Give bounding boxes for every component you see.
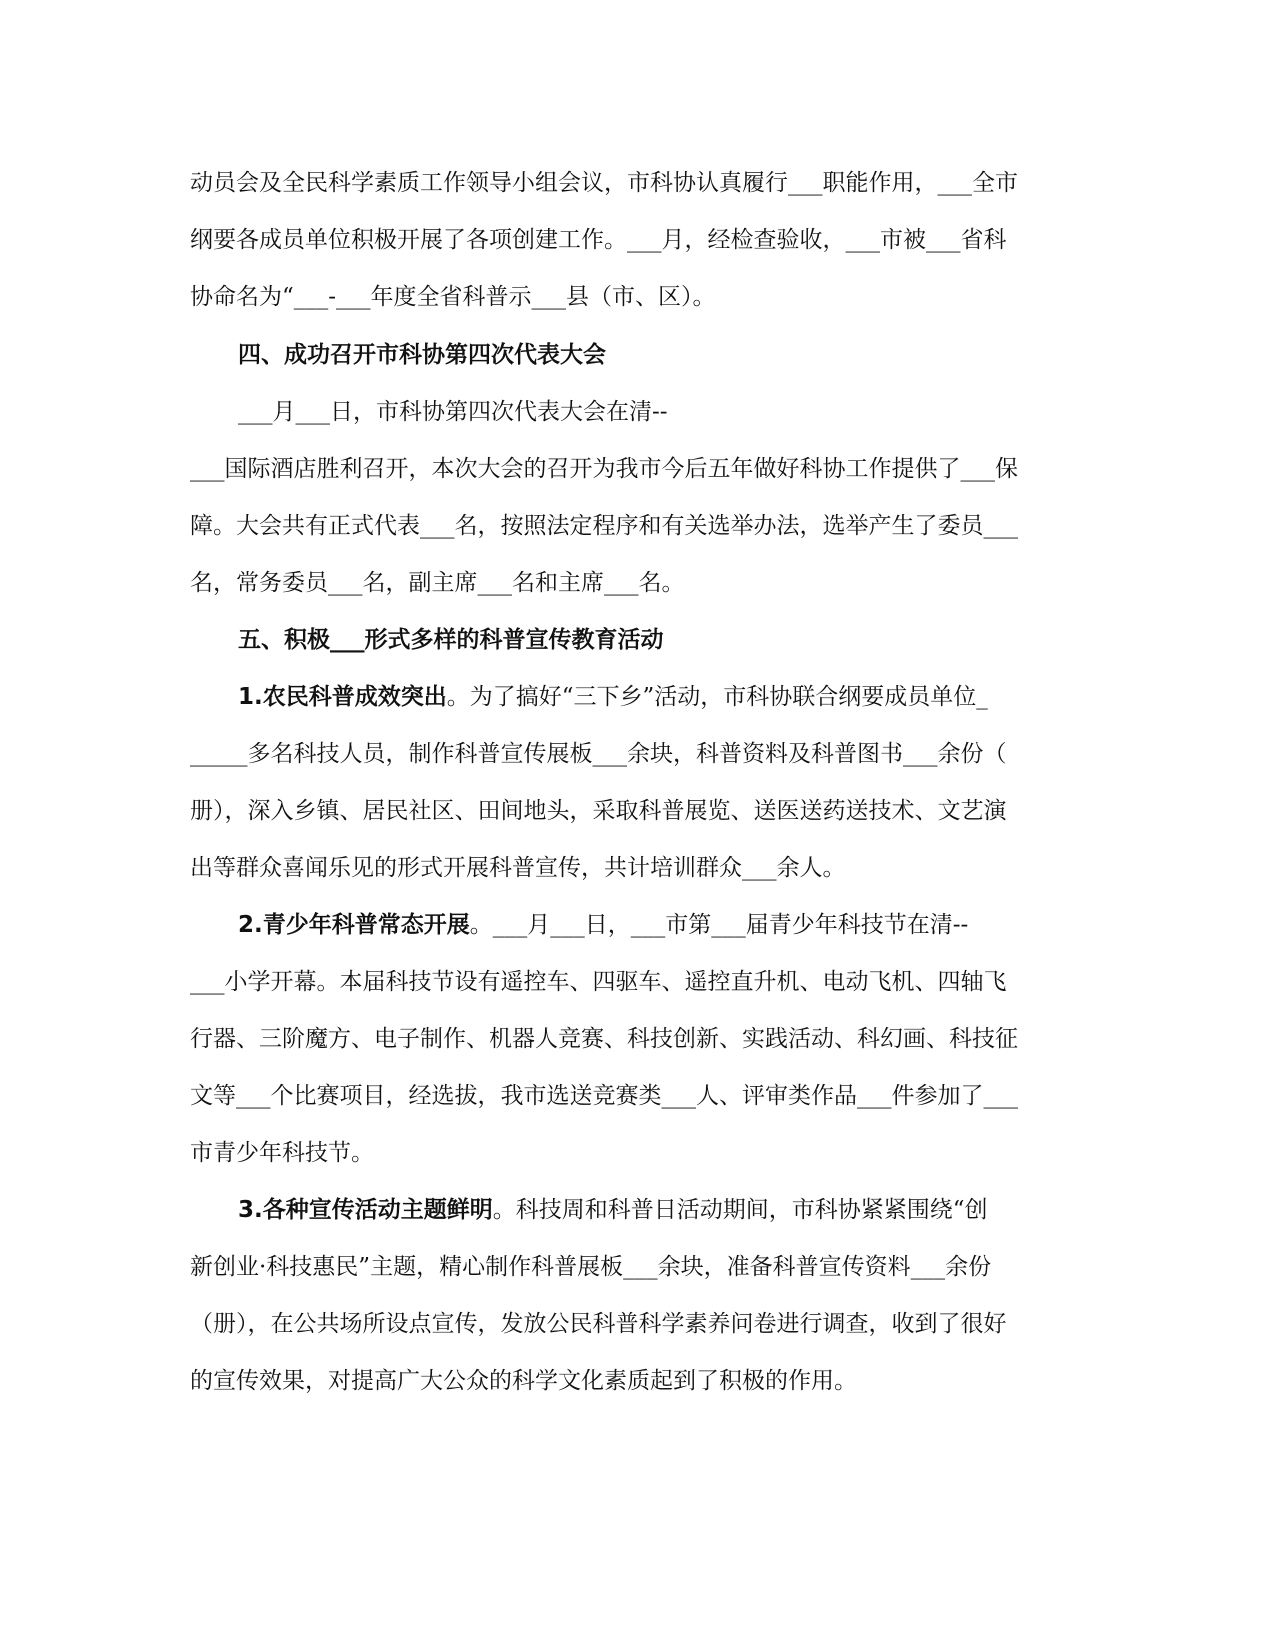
- section4-heading: 四、成功召开市科协第四次代表大会: [238, 342, 606, 368]
- item1-title: 1.农民科普成效突出: [238, 684, 447, 710]
- intro-line-3: 协命名为“___-___年度全省科普示___县（市、区）。: [190, 284, 716, 310]
- item1-line-1-text: 。为了搞好“三下乡”活动，市科协联合纲要成员单位_: [446, 684, 988, 710]
- item3-line-1: [238, 1195, 988, 1225]
- section4-line-3: 障。大会共有正式代表___名，按照法定程序和有关选举办法，选举产生了委员___: [190, 513, 1018, 539]
- section4-line-4: 名，常务委员___名，副主席___名和主席___名。: [190, 570, 685, 596]
- item2-title: 2.青少年科普常态开展: [238, 912, 470, 938]
- item1-line-2: _____多名科技人员，制作科普宣传展板___余块，科普资料及科普图书___余份（: [190, 741, 1007, 767]
- item3-line-2: 新创业·科技惠民”主题，精心制作科普展板___余块，准备科普宣传资料___余份: [190, 1254, 992, 1280]
- item1-line-3: 册），深入乡镇、居民社区、田间地头，采取科普展览、送医送药送技术、文艺演: [190, 798, 1007, 824]
- intro-line-2: 纲要各成员单位积极开展了各项创建工作。___月，经检查验收，___市被___省科: [190, 227, 1007, 253]
- item2-line-1-text: 。___月___日，___市第___届青少年科技节在清--: [469, 912, 969, 938]
- section4-line-1: ___月___日，市科协第四次代表大会在清--: [238, 399, 668, 425]
- section5-heading: 五、积极___形式多样的科普宣传教育活动: [238, 627, 664, 653]
- item3-line-4: 的宣传效果，对提高广大公众的科学文化素质起到了积极的作用。: [190, 1368, 857, 1394]
- item2-line-4: 文等___个比赛项目，经选拔，我市选送竞赛类___人、评审类作品___件参加了___: [190, 1083, 1018, 1109]
- item2-line-5: 市青少年科技节。: [190, 1140, 374, 1166]
- item3-line-3: （册），在公共场所设点宣传，发放公民科普科学素养问卷进行调查，收到了很好: [190, 1311, 1007, 1337]
- item2-line-3: 行器、三阶魔方、电子制作、机器人竞赛、科技创新、实践活动、科幻画、科技征: [190, 1026, 1018, 1052]
- section4-line-2: ___国际酒店胜利召开，本次大会的召开为我市今后五年做好科协工作提供了___保: [190, 456, 1018, 482]
- item2-line-2: ___小学开幕。本届科技节设有遥控车、四驱车、遥控直升机、电动飞机、四轴飞: [190, 969, 1007, 995]
- intro-line-1: 动员会及全民科学素质工作领导小组会议，市科协认真履行___职能作用，___全市: [190, 170, 1018, 196]
- item2-line-1: [238, 910, 968, 940]
- item3-line-1-text: 。科技周和科普日活动期间，市科协紧紧围绕“创: [492, 1197, 988, 1223]
- item1-line-4: 出等群众喜闻乐见的形式开展科普宣传，共计培训群众___余人。: [190, 855, 846, 881]
- item3-title: 3.各种宣传活动主题鲜明: [238, 1197, 493, 1223]
- item1-line-1: [238, 682, 988, 712]
